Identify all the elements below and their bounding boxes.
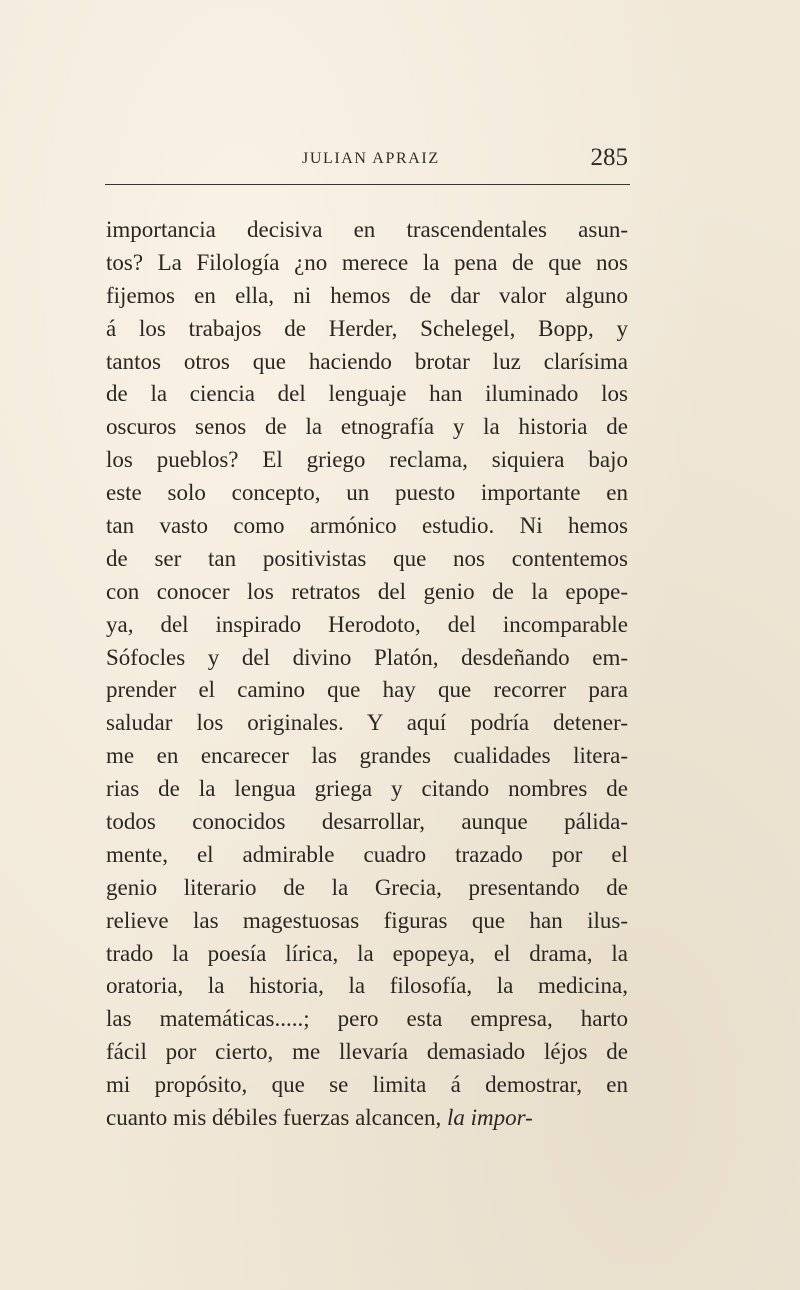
text-line: saludar los originales. Y aquí podría detener- bbox=[106, 710, 628, 736]
text-line: con conocer los retratos del genio de la epope- bbox=[106, 578, 628, 604]
last-line-italic: la impor- bbox=[447, 1105, 533, 1131]
running-head bbox=[105, 146, 630, 176]
text-line: de ser tan positivistas que nos contentemos bbox=[106, 545, 628, 571]
text-line: oscuros senos de la etnografía y la historia de bbox=[106, 414, 628, 440]
page-number: 285 bbox=[590, 144, 628, 171]
body-text bbox=[106, 214, 628, 1135]
text-line: fijemos en ella, ni hemos de dar valor alguno bbox=[106, 282, 628, 308]
text-line: oratoria, la historia, la filosofía, la medicina, bbox=[106, 973, 628, 999]
text-line: mente, el admirable cuadro trazado por el bbox=[106, 841, 628, 867]
text-line: prender el camino que hay que recorrer para bbox=[106, 677, 628, 703]
text-line: los pueblos? El griego reclama, siquiera bajo bbox=[106, 447, 628, 473]
text-line: relieve las magestuosas figuras que han ilus- bbox=[106, 907, 628, 933]
text-line: mi propósito, que se limita á demostrar, en bbox=[106, 1072, 628, 1098]
text-line: tan vasto como armónico estudio. Ni hemos bbox=[106, 513, 628, 539]
text-line: fácil por cierto, me llevaría demasiado léjos de bbox=[106, 1039, 628, 1065]
text-line-last bbox=[106, 1102, 628, 1135]
text-line: me en encarecer las grandes cualidades litera- bbox=[106, 743, 628, 769]
running-title: JULIAN APRAIZ bbox=[302, 150, 440, 167]
text-line: Sófocles y del divino Platón, desdeñando em- bbox=[106, 644, 628, 670]
header-rule bbox=[105, 184, 630, 185]
text-line: las matemáticas.....; pero esta empresa, harto bbox=[106, 1006, 628, 1032]
text-line: tos? La Filología ¿no merece la pena de que nos bbox=[106, 249, 628, 275]
text-line: este solo concepto, un puesto importante en bbox=[106, 480, 628, 506]
last-line-roman: cuanto mis débiles fuerzas alcancen, bbox=[106, 1105, 442, 1131]
text-line: todos conocidos desarrollar, aunque pálida- bbox=[106, 809, 628, 835]
text-line: á los trabajos de Herder, Schelegel, Bopp, y bbox=[106, 315, 628, 341]
text-line: tantos otros que haciendo brotar luz clarísima bbox=[106, 348, 628, 374]
text-line: ya, del inspirado Herodoto, del incomparable bbox=[106, 611, 628, 637]
text-line: trado la poesía lírica, la epopeya, el drama, la bbox=[106, 940, 628, 966]
text-line: genio literario de la Grecia, presentando de bbox=[106, 874, 628, 900]
text-line: importancia decisiva en trascendentales asun- bbox=[106, 217, 628, 242]
text-line: de la ciencia del lenguaje han iluminado los bbox=[106, 381, 628, 407]
text-line: rias de la lengua griega y citando nombres de bbox=[106, 776, 628, 802]
